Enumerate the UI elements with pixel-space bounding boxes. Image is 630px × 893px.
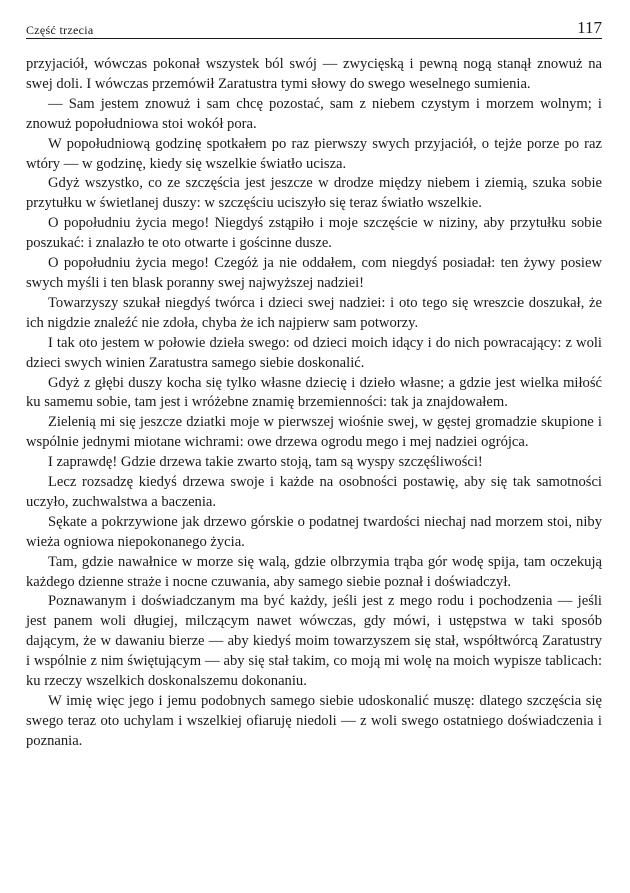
paragraph: Sękate a pokrzywione jak drzewo górskie o podatnej twardości niechaj nad morzem stoi, niby wieża ogniowa niepokonanego życia. <box>26 513 602 550</box>
paragraph: Zielenią mi się jeszcze dziatki moje w pierwszej wiośnie swej, w gęstej gromadzie skupione i wspólnie jednymi miotane wichrami: owe drzewa ogrodu mego i mej nadziei ogrójca. <box>26 414 602 451</box>
paragraph: Tam, gdzie nawałnice w morze się walą, gdzie olbrzymia trąba gór wodę spija, tam oczekują każdego dzienne straże i nocne czuwania, aby samego siebie poznał i doświadczył. <box>26 553 602 590</box>
paragraph: O popołudniu życia mego! Niegdyś zstąpiło i moje szczęście w niziny, aby przytułku sobie poszukać: i znalazło te oto otwarte i gościnne dusze. <box>26 215 602 252</box>
paragraph: I tak oto jestem w połowie dzieła swego: od dzieci moich idący i do nich powracający: z woli dzieci swych winien Zaratustra samego siebie doskonalić. <box>26 334 602 371</box>
page-number: 117 <box>577 18 602 37</box>
paragraph: W imię więc jego i jemu podobnych samego siebie udoskonalić muszę: dlatego szczęścia się swego teraz oto uchylam i wszelkiej ofiaruję niedoli — z woli swego ostatniego doświadczenia i poznania. <box>26 693 602 749</box>
paragraph: — Sam jestem znowuż i sam chcę pozostać, sam z niebem czystym i morzem wolnym; i znowuż popołudniowa stoi wokół pora. <box>26 95 602 132</box>
paragraph: Poznawanym i doświadczanym ma być każdy, jeśli jest z mego rodu i pochodzenia — jeśli jest panem woli długiej, milczącym nawet wówczas, gdy mówi, i ustępstwa w taki sposób dającym, że w dawaniu bierze — aby kiedyś moim towarzyszem się stał, współtwórcą Zaratustry i wspólnie z nim świętującym — aby się stał takim, co moją mi wolę na moich wypisze tablicach: ku rzeczy wszelkich doskonalszemu dokonaniu. <box>26 593 602 690</box>
paragraph: Lecz rozsadzę kiedyś drzewa swoje i każde na osobności postawię, aby się tak samotności uczyło, zuchwalstwa a baczenia. <box>26 474 602 510</box>
body-text <box>26 55 602 752</box>
paragraph: przyjaciół, wówczas pokonał wszystek ból swój — zwycięską i pewną nogą stanął znowuż na swej doli. I wówczas przemówił Zaratustra tymi słowy do swego weselnego sumienia. <box>26 56 602 92</box>
paragraph: Towarzyszy szukał niegdyś twórca i dzieci swej nadziei: i oto tego się wreszcie doszukał, że ich nigdzie znaleźć nie zdoła, chyba że ich najpierw sam potworzy. <box>26 294 602 331</box>
paragraph: I zaprawdę! Gdzie drzewa takie zwarto stoją, tam są wyspy szczęśliwości! <box>48 454 483 471</box>
running-head <box>26 14 602 39</box>
book-page <box>26 14 602 752</box>
paragraph: W popołudniową godzinę spotkałem po raz pierwszy swych przyjaciół, o tejże porze po raz wtóry — w godzinę, kiedy się wszelkie światło ucisza. <box>26 135 602 172</box>
section-title: Część trzecia <box>26 23 94 37</box>
paragraph: Gdyż z głębi duszy kocha się tylko własne dziecię i dzieło własne; a gdzie jest wielka miłość ku samemu sobie, tam jest i wróżebne znamię brzemienności: tak ja znajdowałem. <box>26 374 602 411</box>
paragraph: O popołudniu życia mego! Czegóż ja nie oddałem, com niegdyś posiadał: ten żywy posiew swych myśli i ten blask poranny swej najwyższej nadziei! <box>26 255 602 291</box>
paragraph: Gdyż wszystko, co ze szczęścia jest jeszcze w drodze między niebem i ziemią, szuka sobie przytułku w świetlanej duszy: w szczęściu uciszyło się teraz światło wszelkie. <box>26 175 602 212</box>
